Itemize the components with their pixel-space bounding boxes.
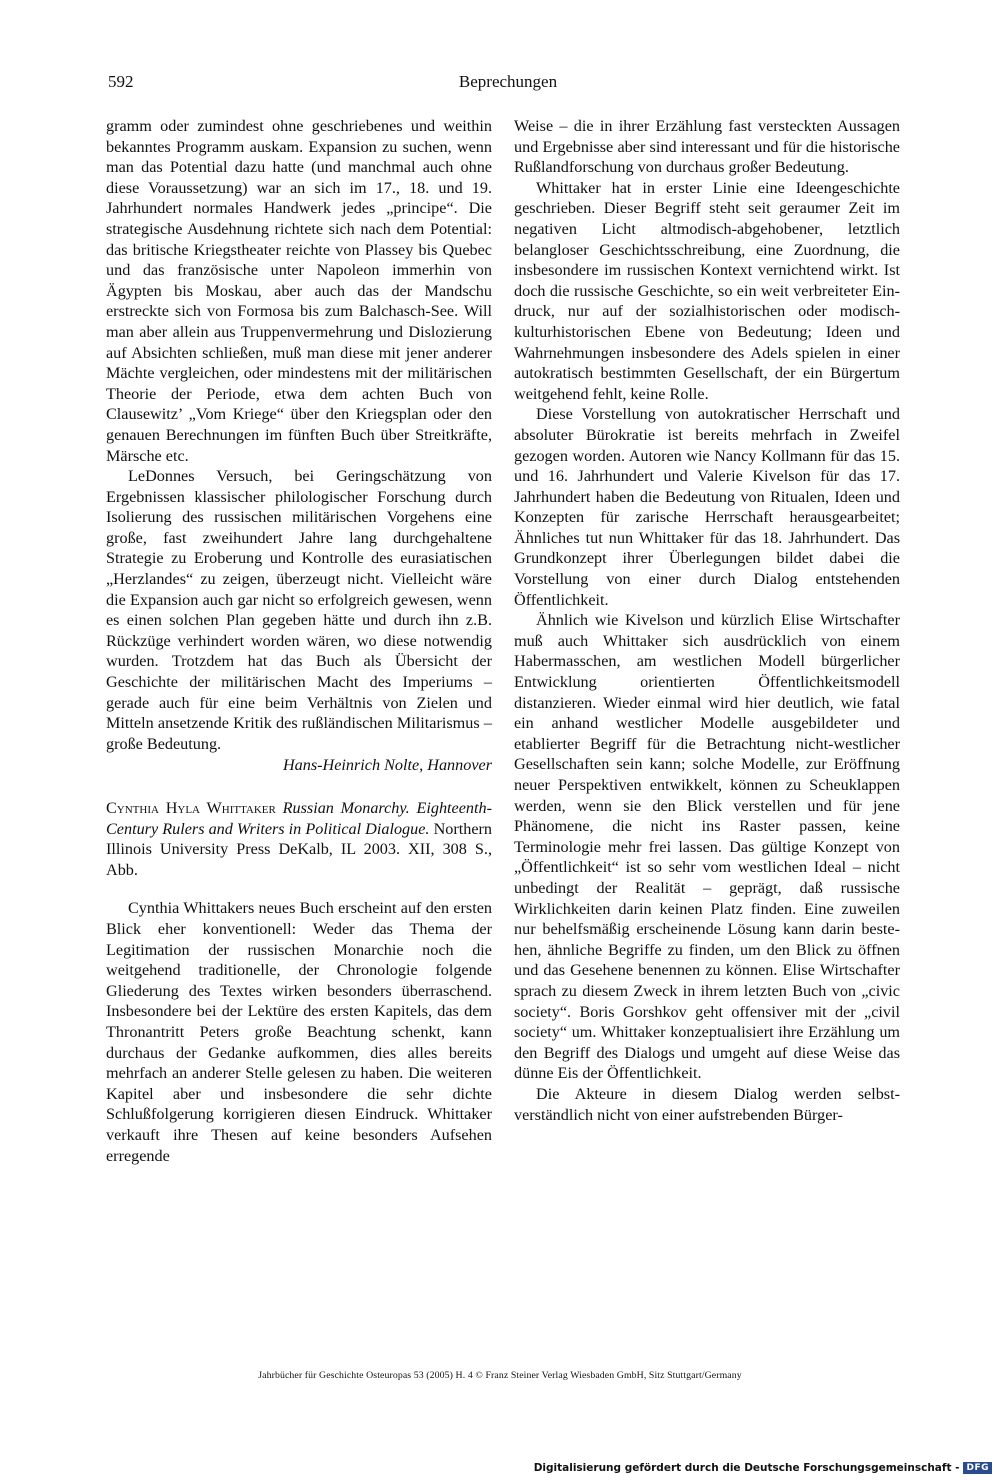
footer-citation: Jahrbücher für Geschichte Osteuropas 53 (2005) H. 4 © Franz Steiner Verlag Wiesbaden GmbH, Sitz Stuttgart/Germany — [258, 1370, 742, 1381]
page-header — [108, 72, 908, 98]
paragraph: LeDonnes Versuch, bei Geringschätzung von Ergebnissen klassischer philologischer Forschung durch Isolierung des russischen militärischen Vorgehens eine große, fast zweihundert Jahre lang durchgehaltene Strategie zu Eroberung und Kontrolle des eurasiatischen „Herzlandes“ zu zeigen, überzeugt nicht. Vielleicht wäre die Expansion auch gar nicht so erfolgreich gewesen, wenn es einen solchen Plan gegeben hätte und durch ihn z.B. Rückzüge verhindert worden wären, wo diese notwendig wurden. Trotzdem hat das Buch als Übersicht der Geschichte der militärischen Macht des Imperiums – gerade auch für eine beim Verhältnis von Zielen und Mitteln ansetzende Kritik des rußländischen Militarismus – große Bedeutung. — [106, 467, 492, 753]
dfg-logo-icon: DFG — [963, 1462, 992, 1474]
paragraph: Cynthia Whittakers neues Buch erscheint auf den ersten Blick eher konventionell: Weder das Thema der Legitimation der russischen Monarchie noch die weitgehend traditionelle, der Chronologie folgende Gliederung des Textes wirken besonders überraschend. Insbesondere bei der Lektüre des ersten Kapitels, das dem Thronantritt Peters große Beachtung schenkt, kann durchaus der Gedanke aufkommen, dies alles bereits mehrfach an anderer Stelle gelesen zu haben. Die weiteren Kapitel aber und insbesondere die sehr dichte Schlußfolgerung korrigieren diesen Eindruck. Whittaker verkauft ihre Thesen auf keine besonders Aufsehen erregende — [106, 899, 492, 1165]
digitization-text: Digitalisierung gefördert durch die Deutsche Forschungsgemeinschaft - — [533, 1462, 960, 1474]
running-head: Beprechungen — [458, 72, 558, 91]
right-column — [514, 116, 900, 1125]
paragraph: Ähnlich wie Kivelson und kürzlich Elise Wirtschafter muß auch Whittaker sich ausdrücklich von einem Habermasschen, am westlichen Modell bürgerlicher Entwicklung orientierten Öffentlichkeitsmodell distanzieren. Wieder einmal wird hier deutlich, wie fatal ein anhand westlicher Modelle ausgebildeter und etablierter Begriff für die Betrachtung nicht-westlicher Gesellschaften sein kann; solche Modelle, zur Eröffnung neuer Perspektiven entwikkelt, können zu Scheuklappen werden, wenn sie den Blick verstellen und für jene Phänomene, die nicht ins Raster passen, keine Terminologie mehr frei lassen. Das gültige Konzept von „Öffentlichkeit“ ist so sehr vom westlichen Ideal – nicht unbedingt der Realität – geprägt, daß russische Wirklichkeiten darin keinen Platz finden. Eine zuweilen nur behelfsmäßig erscheinende Lösung kann darin bestehen, ähnliche Begriffe zu finden, um den Blick zu öffnen und das Gesehene benennen zu können. Elise Wirtschafter sprach zu diesem Zweck in ihrem letzten Buch von „civic society“. Boris Gorshkov geht offensiver mit der „civil society“ um. Whittaker konzeptualisiert ihre Erzählung um den Begriff des Dialogs und umgeht auf diese Weise das dünne Eis der Öffentlichkeit. — [514, 611, 900, 1083]
digitization-note — [534, 1462, 992, 1474]
paragraph: Weise – die in ihrer Erzählung fast versteckten Aussagen und Ergebnisse aber sind interessant und für die historische Rußlandforschung von durchaus großer Bedeutung. — [514, 117, 900, 177]
review-publisher: Northern Illinois University Press DeKalb, IL 2003. XII, 308 S., Abb. — [106, 819, 493, 879]
page-number: 592 — [108, 72, 134, 91]
review-author: Cynthia Hyla Whittaker — [106, 799, 276, 817]
paragraph: gramm oder zumindest ohne geschriebenes und weithin bekanntes Programm auskam. Expansion zu suchen, wenn man das Potential dazu hatte (und manchmal auch ohne diese Voraussetzung) war an sich im 17., 18. und 19. Jahrhundert normales Handwerk jedes „principe“. Die strategische Ausdehnung richtete sich nach dem Potential: das britische Kriegstheater reichte von Plassey bis Quebec und das französische unter Napoleon immerhin von Ägypten bis Moskau, aber auch das der Mandschu erstreckte sich von Formosa bis zum Balchasch-See. Will man aber allein aus Truppenvermehrung und Dislozierung auf Absichten schließen, muß man diese mit jener anderer Mächte vergleichen, oder mindestens mit der militärischen Theorie der Periode, etwa dem achten Buch von Clausewitz’ „Vom Kriege“ über den Kriegsplan oder den genauen Berechnungen im fünften Buch über Streitkräfte, Märsche etc. — [106, 117, 492, 465]
paragraph: Die Akteure in diesem Dialog werden selbstverständlich nicht von einer aufstrebenden Bürger- — [514, 1084, 900, 1124]
paragraph: Diese Vorstellung von autokratischer Herrschaft und absoluter Bürokratie ist bereits mehrfach in Zweifel gezogen worden. Autoren wie Nancy Kollmann für das 15. und 16. Jahrhundert und Valerie Kivelson für das 17. Jahrhundert haben die Bedeutung von Ritualen, Ideen und Konzepten für zarische Herrschaft herausgearbeitet; Ähnliches tut nun Whittaker für das 18. Jahrhundert. Das Grundkonzept ihrer Überlegungen bildet dabei die Vorstellung von einer durch Dialog entstehenden Öffentlichkeit. — [514, 405, 900, 609]
review-citation — [106, 798, 492, 880]
review-signature: Hans-Heinrich Nolte, Hannover — [282, 756, 492, 775]
left-column — [106, 116, 492, 1166]
paragraph: Whittaker hat in erster Linie eine Ideengeschichte geschrieben. Dieser Begriff steht seit geraumer Zeit im negativen Licht altmodisch-abgehobener, letztlich belangloser Geschichtsschreibung, eine Zuordnung, die insbesondere im russischen Kontext vernichtend wirkt. Ist doch die russische Geschichte, so ein weit verbreiteter Eindruck, nur auf der sozialhistorischen oder modisch-kulturhistorischen Ebene von Bedeutung; Ideen und Wahrnehmungen insbesondere des Adels spielen in einer autokratisch bestimmten Gesellschaft, der ein Bürgertum weitgehend fehlt, keine Rolle. — [514, 178, 900, 403]
review-book-title: Russian Monarchy. Eighteenth-Century Rulers and Writers in Political Dialogue. — [106, 799, 492, 838]
